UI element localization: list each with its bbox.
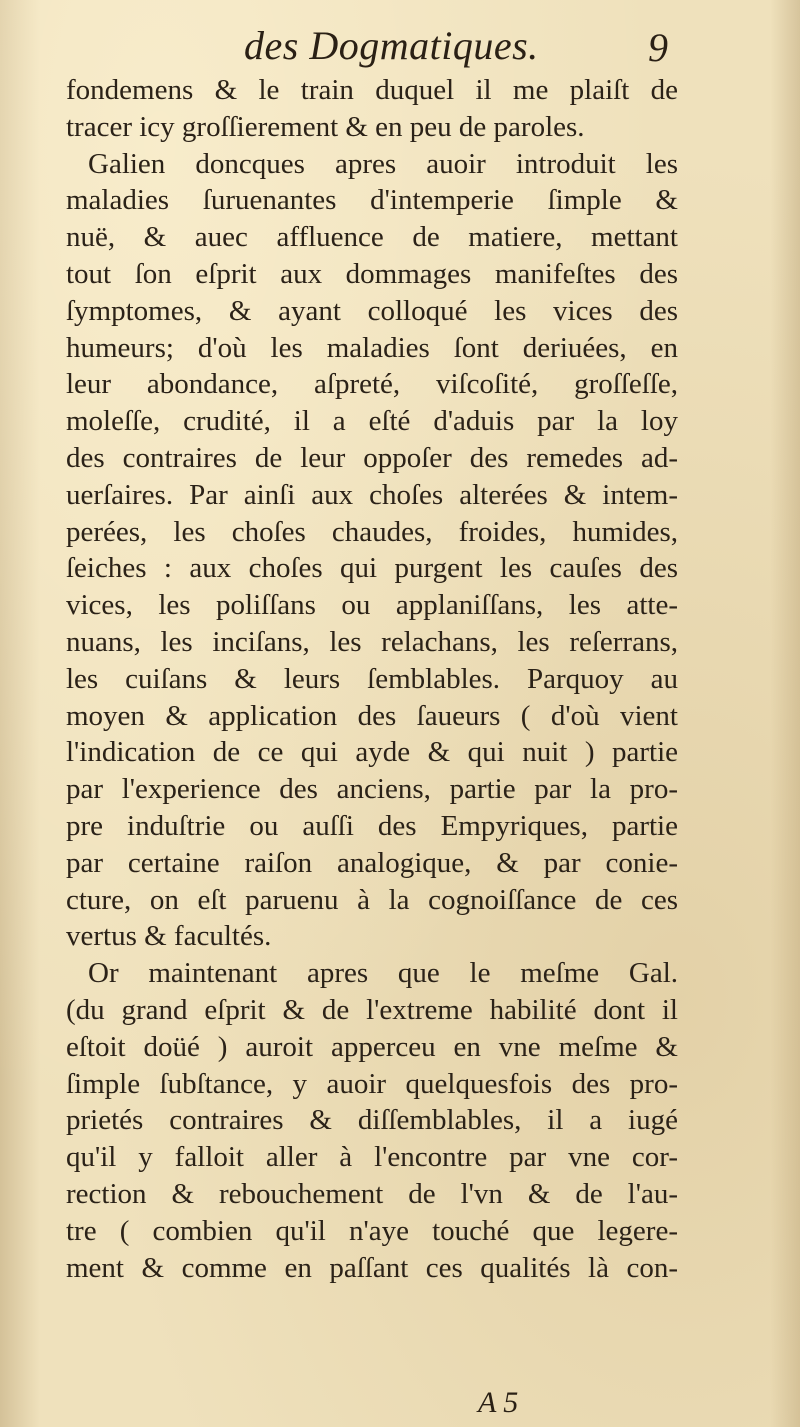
text-line: moleſſe, crudité, il a eſté d'aduis par la loy bbox=[66, 405, 678, 438]
text-line: rection & rebouchement de l'vn & de l'au- bbox=[66, 1177, 678, 1210]
text-line: pre induſtrie ou auſſi des Empyriques, partie bbox=[66, 809, 678, 842]
text-line: des contraires de leur oppoſer des remedes ad- bbox=[66, 441, 678, 474]
text-line: tout ſon eſprit aux dommages manifeſtes des bbox=[66, 257, 678, 290]
text-line: par l'experience des anciens, partie par la pro- bbox=[66, 773, 678, 806]
body-text bbox=[66, 72, 678, 1286]
text-line: Or maintenant apres que le meſme Gal. bbox=[88, 957, 678, 990]
text-line: maladies ſuruenantes d'intemperie ſimple & bbox=[66, 184, 678, 217]
text-line: prietés contraires & diſſemblables, il a iugé bbox=[66, 1104, 678, 1137]
text-line: leur abondance, aſpreté, viſcoſité, groſſeſſe, bbox=[66, 368, 678, 401]
text-line: vices, les poliſſans ou applaniſſans, les atte- bbox=[66, 589, 678, 622]
text-line: l'indication de ce qui ayde & qui nuit ) partie bbox=[66, 736, 678, 769]
text-line: les cuiſans & leurs ſemblables. Parquoy au bbox=[66, 662, 678, 695]
text-line: nuë, & auec affluence de matiere, mettant bbox=[66, 221, 678, 254]
page-header bbox=[0, 22, 800, 72]
text-line: tre ( combien qu'il n'aye touché que legere- bbox=[66, 1214, 678, 1247]
page-number: 9 bbox=[648, 25, 668, 70]
text-line: ſymptomes, & ayant colloqué les vices des bbox=[66, 294, 678, 327]
text-line: humeurs; d'où les maladies ſont deriuées, en bbox=[66, 331, 678, 364]
text-line: Galien doncques apres auoir introduit les bbox=[88, 147, 678, 180]
text-line: tracer icy groſſierement & en peu de paroles. bbox=[66, 110, 585, 143]
text-line: qu'il y falloit aller à l'encontre par vne cor- bbox=[66, 1141, 678, 1174]
text-line: fondemens & le train duquel il me plaiſt de bbox=[66, 74, 678, 106]
text-line: ment & comme en paſſant ces qualités là con- bbox=[66, 1251, 678, 1284]
text-line: perées, les choſes chaudes, froides, humides, bbox=[66, 515, 678, 548]
text-line: ſimple ſubſtance, y auoir quelquesfois des pro- bbox=[66, 1067, 678, 1100]
text-line: par certaine raiſon analogique, & par conie- bbox=[66, 846, 678, 879]
text-line: moyen & application des ſaueurs ( d'où vient bbox=[66, 699, 678, 732]
text-line: cture, on eſt paruenu à la cognoiſſance de ces bbox=[66, 883, 678, 916]
running-head: des Dogmatiques. bbox=[244, 23, 539, 68]
text-line: nuans, les inciſans, les relachans, les reſerrans, bbox=[66, 625, 678, 658]
text-line: vertus & facultés. bbox=[66, 920, 272, 953]
text-line: (du grand eſprit & de l'extreme habilité dont il bbox=[66, 993, 678, 1026]
text-line: eſtoit doüé ) auroit apperceu en vne meſme & bbox=[66, 1030, 678, 1063]
text-line: uerſaires. Par ainſi aux choſes alterées & intem- bbox=[66, 478, 678, 511]
text-line: ſeiches : aux choſes qui purgent les cauſes des bbox=[66, 552, 678, 585]
signature-mark: A 5 bbox=[478, 1386, 519, 1419]
